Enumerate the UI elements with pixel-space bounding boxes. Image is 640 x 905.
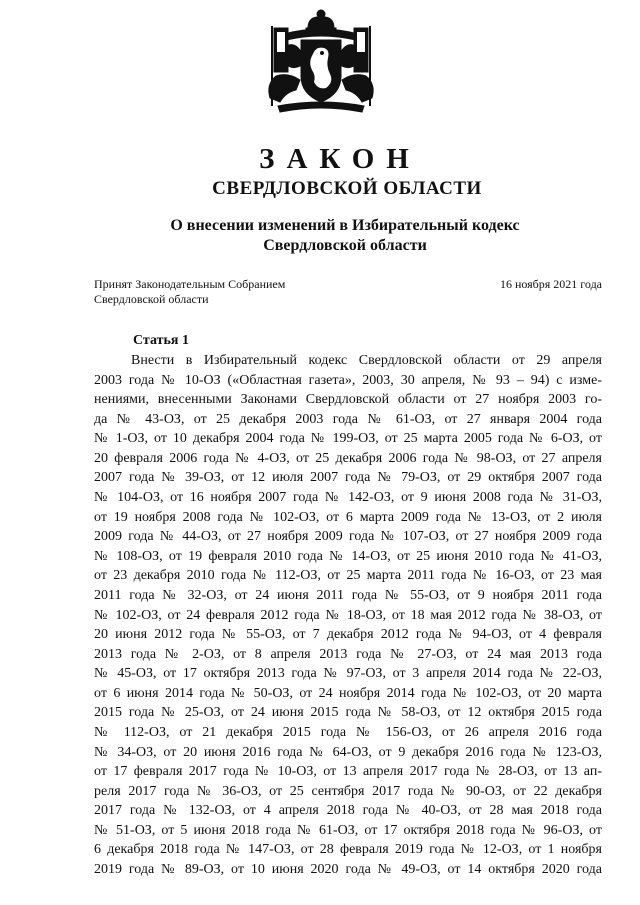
- article-body-line: № 34-ОЗ, от 20 июня 2016 года № 64-ОЗ, от 9 декабря 2016 года № 123-ОЗ,: [94, 744, 602, 760]
- adoption-line: Принят Законодательным Собранием: [94, 277, 286, 291]
- article-body-line: № 112-ОЗ, от 21 декабря 2015 года № 156-ОЗ, от 26 апреля 2016 года: [94, 724, 602, 740]
- article-body-line: да № 43-ОЗ, от 25 декабря 2003 года № 61-ОЗ, от 27 января 2004 года: [94, 411, 602, 427]
- adoption-authority: [94, 277, 354, 307]
- adoption-line: Свердловской области: [94, 292, 209, 306]
- article-body-line: 2007 года № 39-ОЗ, от 12 июля 2007 года № 79-ОЗ, от 29 октября 2007 года: [94, 470, 602, 486]
- article-body-line: 2015 года № 25-ОЗ, от 24 июня 2015 года № 58-ОЗ, от 12 октября 2015 года: [94, 705, 602, 721]
- article-body-line: 2011 года № 32-ОЗ, от 24 июня 2011 года № 55-ОЗ, от 9 ноября 2011 года: [94, 587, 602, 603]
- article-body-line: 20 февраля 2006 года № 4-ОЗ, от 25 декабря 2006 года № 98-ОЗ, от 27 апреля: [94, 450, 602, 466]
- article-body-line: № 104-ОЗ, от 16 ноября 2007 года № 142-ОЗ, от 9 июня 2008 года № 31-ОЗ,: [94, 490, 602, 506]
- article-body-line: № 108-ОЗ, от 19 февраля 2010 года № 14-ОЗ, от 25 июня 2010 года № 41-ОЗ,: [94, 548, 602, 564]
- article-body-line: от 17 февраля 2017 года № 10-ОЗ, от 13 апреля 2017 года № 28-ОЗ, от 13 ап-: [94, 764, 602, 780]
- article-body-line: № 1-ОЗ, от 10 декабря 2004 года № 199-ОЗ, от 25 марта 2005 года № 6-ОЗ, от: [94, 431, 602, 447]
- article-body-line: 2019 года № 89-ОЗ, от 10 июня 2020 года № 49-ОЗ, от 14 октября 2020 года: [94, 862, 602, 878]
- article-body-line: реля 2017 года № 36-ОЗ, от 25 сентября 2017 года № 90-ОЗ, от 22 декабря: [94, 783, 602, 799]
- article-body-line: № 51-ОЗ, от 5 июня 2018 года № 61-ОЗ, от 17 октября 2018 года № 96-ОЗ, от: [94, 822, 602, 838]
- article-body-line: 20 июня 2012 года № 55-ОЗ, от 7 декабря 2012 года № 94-ОЗ, от 4 февраля: [94, 627, 602, 643]
- article-body-line: от 6 июня 2014 года № 50-ОЗ, от 24 ноября 2014 года № 102-ОЗ, от 20 марта: [94, 685, 602, 701]
- article-body-line: 6 декабря 2018 года № 147-ОЗ, от 28 февраля 2019 года № 12-ОЗ, от 1 ноября: [94, 842, 602, 858]
- article-body-line: № 45-ОЗ, от 17 октября 2013 года № 97-ОЗ, от 3 апреля 2014 года № 22-ОЗ,: [94, 666, 602, 682]
- article-body-line: 2009 года № 44-ОЗ, от 27 ноября 2009 года № 107-ОЗ, от 27 ноября 2009 года: [94, 529, 602, 545]
- law-title: ЗАКОН: [259, 143, 421, 175]
- article-body-line: от 23 декабря 2010 года № 112-ОЗ, от 25 марта 2011 года № 16-ОЗ, от 23 мая: [94, 568, 602, 584]
- law-subject: [0, 216, 640, 256]
- article-body: [94, 351, 602, 880]
- article-body-line: № 102-ОЗ, от 24 февраля 2012 года № 18-ОЗ, от 18 мая 2012 года № 38-ОЗ, от: [94, 607, 602, 623]
- law-subject-line: Свердловской области: [263, 237, 427, 254]
- article-body-line: от 19 ноября 2008 года № 102-ОЗ, от 6 марта 2009 года № 13-ОЗ, от 2 июля: [94, 509, 602, 525]
- article-body-line: 2017 года № 132-ОЗ, от 4 апреля 2018 года № 40-ОЗ, от 28 мая 2018 года: [94, 803, 602, 819]
- article-body-line: 2013 года № 2-ОЗ, от 8 апреля 2013 года № 27-ОЗ, от 24 мая 2013 года: [94, 646, 602, 662]
- region-title: СВЕРДЛОВСКОЙ ОБЛАСТИ: [212, 178, 482, 199]
- article-heading: Статья 1: [133, 333, 189, 348]
- article-body-line: нениями, внесенными Законами Свердловской области от 27 ноября 2003 го-: [94, 392, 602, 408]
- article-body-line: 2003 года № 10-ОЗ («Областная газета», 2003, 30 апреля, № 93 – 94) с изме-: [94, 372, 602, 388]
- coat-of-arms-icon: [256, 6, 386, 116]
- law-subject-line: О внесении изменений в Избирательный кодекс: [170, 217, 520, 234]
- article-body-line: Внести в Избирательный кодекс Свердловской области от 29 апреля: [131, 353, 602, 368]
- adoption-date: 16 ноября 2021 года: [499, 277, 602, 291]
